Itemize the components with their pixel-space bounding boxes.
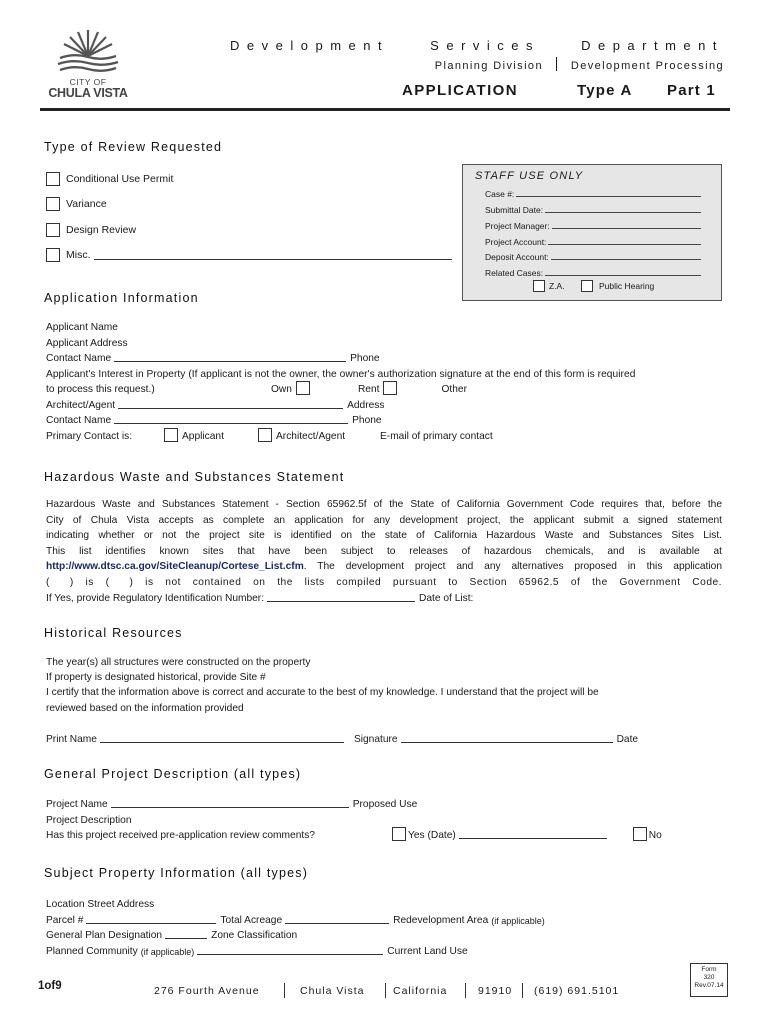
no-checkbox[interactable]	[633, 827, 647, 841]
variance-option[interactable]	[46, 197, 107, 211]
case-number-row: Case #:	[485, 187, 701, 199]
submittal-date-field[interactable]	[545, 212, 701, 213]
contact-name2-field[interactable]	[114, 423, 348, 424]
case-number-field[interactable]	[516, 196, 701, 197]
applicant-address-row: Applicant Address	[46, 338, 128, 349]
project-name-field[interactable]	[111, 807, 349, 808]
yes-date-field[interactable]	[459, 838, 607, 839]
submittal-date-row: Submittal Date:	[485, 203, 701, 215]
staff-use-box	[462, 164, 722, 301]
site-number-row: If property is designated historical, provide Site #	[46, 672, 266, 683]
related-cases-row: Related Cases:	[485, 266, 701, 278]
project-description-row: Project Description	[46, 815, 132, 826]
option-label: Conditional Use Permit	[66, 173, 174, 185]
conditional-use-permit-option[interactable]	[46, 172, 173, 186]
footer-address: 276 Fourth Avenue	[154, 985, 260, 997]
hazard-section-title: Hazardous Waste and Substances Statement	[44, 470, 345, 484]
project-manager-row: Project Manager:	[485, 219, 701, 231]
subject-section-title: Subject Property Information (all types)	[44, 866, 309, 880]
parcel-row: Parcel # Total Acreage Redevelopment Area (if applicable)	[46, 915, 545, 926]
reg-id-field[interactable]	[267, 601, 415, 602]
checkbox[interactable]	[46, 172, 60, 186]
acreage-field[interactable]	[285, 923, 389, 924]
project-account-field[interactable]	[548, 244, 701, 245]
rent-checkbox[interactable]	[383, 381, 397, 395]
general-section-title: General Project Description (all types)	[44, 767, 302, 781]
contact-name-row: Contact Name Phone	[46, 353, 380, 364]
historical-section-title: Historical Resources	[44, 626, 183, 640]
parcel-field[interactable]	[86, 923, 216, 924]
public-hearing-option[interactable]: Public Hearing	[581, 280, 654, 292]
checkbox[interactable]	[46, 223, 60, 237]
pre-app-row: Has this project received pre-application review comments? Yes (Date) No	[46, 827, 722, 841]
deposit-account-row: Deposit Account:	[485, 250, 701, 262]
application-part: Part 1	[667, 82, 716, 99]
primary-contact-row: Primary Contact is: Applicant Architect/Agent E-mail of primary contact	[46, 428, 722, 442]
signature-row: Print Name Signature Date	[46, 734, 639, 745]
application-title: APPLICATION	[402, 82, 518, 99]
form-rev: Rev.07.14	[694, 982, 724, 989]
interest-options-row: to process this request.) Own Rent Other	[46, 381, 722, 395]
reg-id-row: If Yes, provide Regulatory Identification Number: Date of List:	[46, 593, 474, 604]
gp-designation-field[interactable]	[165, 938, 207, 939]
pc-architect-checkbox[interactable]	[258, 428, 272, 442]
project-manager-field[interactable]	[552, 228, 701, 229]
footer-phone: (619) 691.5101	[534, 985, 620, 997]
divider	[465, 983, 466, 998]
logo-city-name: CHULA VISTA	[48, 86, 128, 100]
divider	[556, 57, 557, 71]
development-processing: Development Processing	[570, 60, 724, 72]
certify-line2: reviewed based on the information provided	[46, 703, 244, 714]
own-checkbox[interactable]	[296, 381, 310, 395]
project-account-row: Project Account:	[485, 235, 701, 247]
applicant-name-row: Applicant Name	[46, 322, 118, 333]
staff-use-title: STAFF USE ONLY	[475, 170, 584, 182]
city-logo	[46, 26, 130, 104]
application-type: Type A	[577, 82, 633, 99]
divider	[385, 983, 386, 998]
divider	[284, 983, 285, 998]
years-row: The year(s) all structures were constructed on the property	[46, 657, 311, 668]
architect-row: Architect/Agent Address	[46, 400, 385, 411]
misc-field[interactable]	[94, 259, 453, 260]
planning-division: Planning Division	[434, 60, 543, 72]
sun-rays-icon	[46, 26, 130, 76]
option-label: Misc.	[66, 249, 91, 261]
checkbox[interactable]	[581, 280, 593, 292]
certify-line1: I certify that the information above is correct and accurate to the best of my knowledge. I understand that the project will be	[46, 687, 599, 698]
misc-option[interactable]	[46, 248, 456, 262]
yes-checkbox[interactable]	[392, 827, 406, 841]
project-name-row: Project Name Proposed Use	[46, 799, 418, 810]
app-info-section-title: Application Information	[44, 291, 199, 305]
footer-city: Chula Vista	[300, 985, 365, 997]
contact-name2-row: Contact Name Phone	[46, 415, 382, 426]
contact-name-field[interactable]	[114, 361, 346, 362]
print-name-field[interactable]	[100, 742, 344, 743]
planned-community-field[interactable]	[197, 954, 383, 955]
planned-community-row: Planned Community (if applicable) Current Land Use	[46, 946, 468, 957]
hazard-statement: Hazardous Waste and Substances Statement - Section 65962.5f of the State of California Government Code requires that, before the City of Chula Vista accepts as complete an application for any development project, the applicant submit a signed statement indicating whether or not the project site is identified on the state of California Hazardous Waste and Substances Sites List. This list identifies known sites that have been subject to releases of hazardous chemicals, and is available at http://www.dtsc.ca.gov/SiteCleanup/Cortese_List.cfm. The development project and any alternatives proposed in this application ( ) is ( ) is not contained on the lists compiled pursuant to Section 65962.5 of the Government Code.	[46, 499, 722, 588]
logo-city-of: CITY OF	[69, 77, 107, 87]
related-cases-field[interactable]	[545, 275, 701, 276]
pc-applicant-checkbox[interactable]	[164, 428, 178, 442]
checkbox[interactable]	[46, 197, 60, 211]
architect-field[interactable]	[118, 408, 343, 409]
interest-line: Applicant's Interest in Property (If applicant is not the owner, the owner's authorization signature at the end of this form is required	[46, 369, 636, 380]
checkbox[interactable]	[46, 248, 60, 262]
review-section-title: Type of Review Requested	[44, 140, 223, 154]
deposit-account-field[interactable]	[551, 259, 701, 260]
gp-designation-row: General Plan Designation Zone Classification	[46, 930, 298, 941]
page-number: 1of9	[38, 980, 62, 992]
footer-state: California	[393, 985, 448, 997]
location-row: Location Street Address	[46, 899, 155, 910]
division-line	[435, 57, 724, 72]
divider	[522, 983, 523, 998]
form-no: 320	[703, 974, 715, 981]
za-option[interactable]: Z.A.	[533, 280, 565, 292]
form-label: Form	[701, 966, 717, 973]
signature-field[interactable]	[401, 742, 613, 743]
header-rule	[40, 108, 730, 111]
department-title: Development Services Department	[230, 38, 724, 53]
option-label: Variance	[66, 198, 107, 210]
design-review-option[interactable]	[46, 223, 136, 237]
checkbox[interactable]	[533, 280, 545, 292]
footer-zip: 91910	[478, 985, 513, 997]
form-number-box	[690, 963, 728, 997]
option-label: Design Review	[66, 224, 137, 236]
cortese-list-link[interactable]: http://www.dtsc.ca.gov/SiteCleanup/Cortese_List.cfm	[46, 561, 304, 572]
